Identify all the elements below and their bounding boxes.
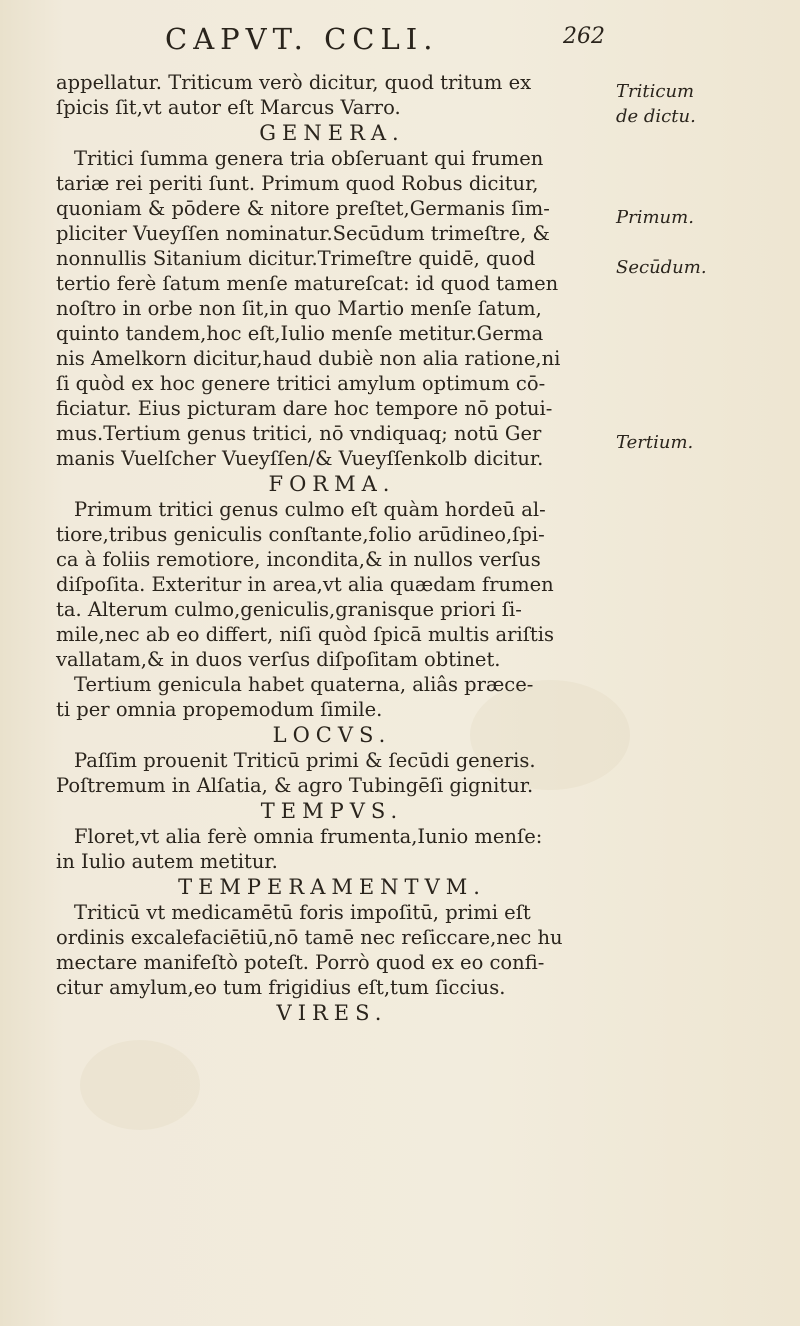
- text-line: diſpoſita. Exteritur in area,vt alia quædam frumen: [56, 573, 554, 596]
- text-line: ficiatur. Eius picturam dare hoc tempore nō potui-: [56, 397, 553, 420]
- text-line: citur amylum,eo tum frigidius eſt,tum ſiccius.: [56, 976, 506, 999]
- text-line: tiore,tribus geniculis conſtante,folio arūdineo,ſpi-: [56, 523, 545, 546]
- text-line: ca à foliis remotiore, incondita,& in nullos verſus: [56, 548, 541, 571]
- text-line: ſi quòd ex hoc genere tritici amylum optimum cō-: [56, 372, 546, 395]
- text-line: ta. Alterum culmo,geniculis,granisque priori ſi-: [56, 598, 522, 621]
- text-line: Primum tritici genus culmo eſt quàm hordeū al-: [74, 498, 546, 521]
- text-line: quinto tandem,hoc eſt,Iulio menſe metitur.Germa: [56, 322, 544, 345]
- text-line: mile,nec ab eo differt, niſi quòd ſpicā multis ariſtis: [56, 623, 555, 646]
- main-text-block: [56, 70, 608, 1026]
- text-line: Paſſim prouenit Triticū primi & ſecūdi generis.: [74, 749, 536, 772]
- text-line: vallatam,& in duos verſus diſpoſitam obtinet.: [56, 648, 501, 671]
- section-heading: VIRES.: [276, 1001, 388, 1025]
- text-line: manis Vuelſcher Vueyſſen/& Vueyſſenkolb dicitur.: [56, 447, 544, 470]
- text-line: appellatur. Triticum verò dicitur, quod tritum ex: [56, 71, 532, 94]
- text-line: Tritici ſumma genera tria obſeruant qui frumen: [74, 147, 544, 170]
- text-line: Tertium genicula habet quaterna, aliâs præce-: [74, 673, 534, 696]
- margin-note: Primum.: [616, 207, 694, 228]
- text-line: in Iulio autem metitur.: [56, 850, 278, 873]
- text-line: mus.Tertium genus tritici, nō vndiquaq; notū Ger: [56, 422, 542, 445]
- text-line: nis Amelkorn dicitur,haud dubiè non alia ratione,ni: [56, 347, 561, 370]
- paper-stain: [80, 1040, 200, 1130]
- text-line: nonnullis Sitanium dicitur.Trimeſtre quidē, quod: [56, 247, 536, 270]
- section-heading: FORMA.: [268, 472, 396, 496]
- margin-note: de dictu.: [616, 106, 696, 127]
- section-heading: GENERA.: [259, 121, 405, 145]
- text-line: Poſtremum in Alſatia, & agro Tubingēſi gignitur.: [56, 774, 534, 797]
- text-line: Floret,vt alia ferè omnia frumenta,Iunio menſe:: [74, 825, 543, 848]
- chapter-title: CAPVT. CCLI.: [165, 22, 439, 56]
- text-line: ſpicis ſit,vt autor eſt Marcus Varro.: [56, 96, 401, 119]
- running-header: [165, 22, 605, 56]
- section-heading: TEMPERAMENTVM.: [178, 875, 486, 899]
- text-line: tariæ rei periti ſunt. Primum quod Robus dicitur,: [56, 172, 539, 195]
- text-line: quoniam & pōdere & nitore preſtet,Germanis ſim-: [56, 197, 550, 220]
- margin-note: Triticum: [616, 81, 695, 102]
- margin-note: Tertium.: [616, 432, 694, 453]
- section-heading: TEMPVS.: [260, 799, 404, 823]
- page-number: 262: [563, 24, 605, 49]
- text-line: tertio ferè ſatum menſe matureſcat: id quod tamen: [56, 272, 559, 295]
- text-line: ordinis excalefaciētiū,nō tamē nec reſiccare,nec hu: [56, 926, 563, 949]
- text-line: pliciter Vueyſſen nominatur.Secūdum trimeſtre, &: [56, 222, 550, 245]
- text-line: ti per omnia propemodum ſimile.: [56, 698, 383, 721]
- text-line: Triticū vt medicamētū foris impoſitū, primi eſt: [74, 901, 531, 924]
- section-heading: LOCVS.: [272, 723, 392, 747]
- margin-note: Secūdum.: [616, 257, 707, 278]
- text-line: mectare manifeſtò poteſt. Porrò quod ex eo confi-: [56, 951, 545, 974]
- text-line: noſtro in orbe non ſit,in quo Martio menſe ſatum,: [56, 297, 542, 320]
